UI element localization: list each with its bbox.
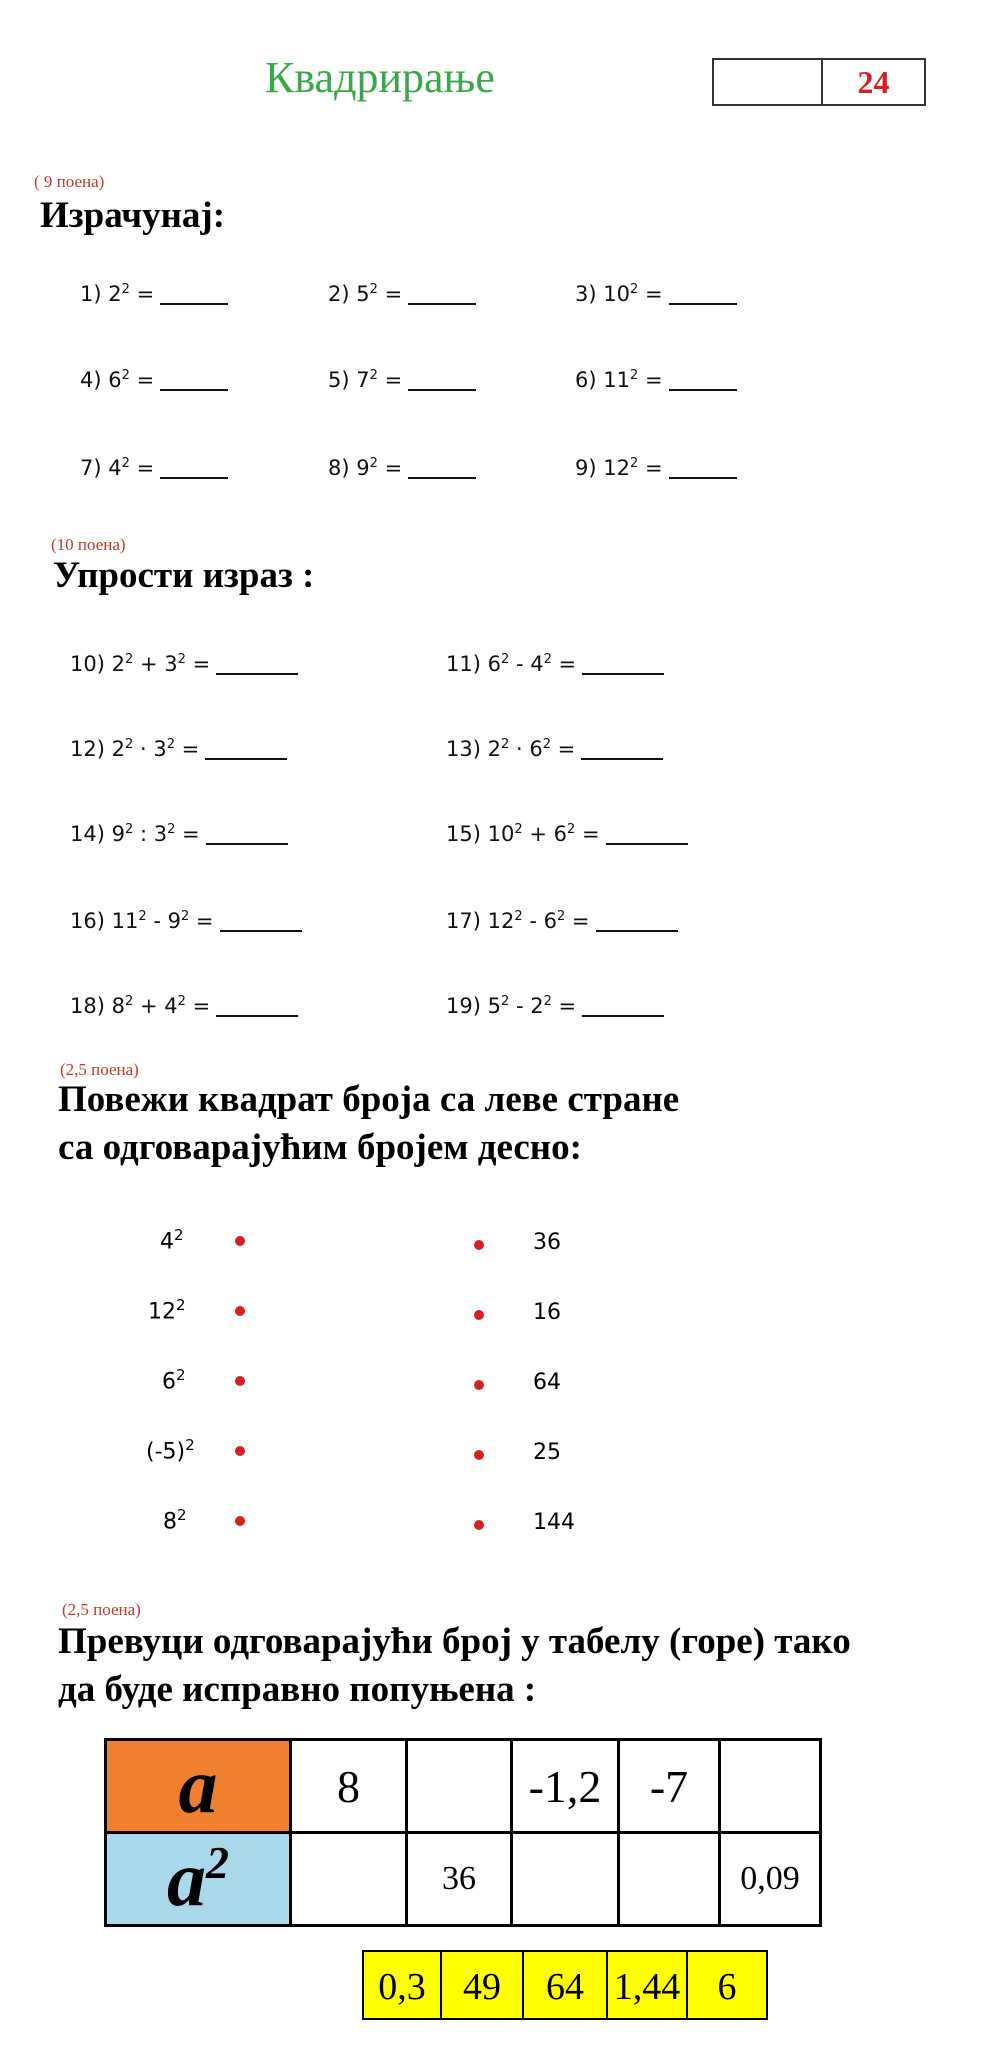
exercise-number: 2)	[328, 282, 350, 306]
match-left-item	[163, 1506, 187, 1534]
exponent: 2	[180, 909, 190, 924]
row-a-label: a	[106, 1740, 291, 1833]
answer-blank[interactable]	[582, 997, 664, 1017]
exercise-number: 18)	[70, 994, 105, 1018]
exponent: 2	[514, 822, 523, 837]
exponent: 2	[369, 368, 378, 383]
operator: :	[139, 822, 148, 846]
equals-sign: =	[384, 368, 403, 392]
term-a: 11	[111, 909, 139, 933]
expression-item: 18) $8^2 + 4^2$ =	[70, 994, 298, 1018]
exercise-item	[80, 368, 228, 392]
answer-blank[interactable]	[160, 371, 228, 391]
answer-chip[interactable]: 6	[686, 1950, 768, 2020]
term-a: 12	[487, 909, 515, 933]
exercise-number: 14)	[70, 822, 105, 846]
exercise-number: 17)	[446, 909, 481, 933]
answer-blank[interactable]	[205, 740, 287, 760]
match-base: 12	[148, 1299, 176, 1325]
operator: ·	[515, 737, 523, 761]
term-b: 6	[553, 822, 567, 846]
cell-a-5[interactable]	[720, 1740, 821, 1833]
row-a2-base: a	[167, 1835, 206, 1922]
row-a2-exp: 2	[206, 1837, 229, 1888]
exponent: 2	[543, 652, 552, 667]
term-a: 9	[111, 822, 125, 846]
equals-sign: =	[384, 282, 403, 306]
exponent: 2	[500, 994, 510, 1009]
answer-blank[interactable]	[408, 285, 476, 305]
exercise-item	[328, 456, 476, 480]
match-right-item: 16	[533, 1300, 561, 1325]
cell-a2-1[interactable]	[291, 1833, 407, 1926]
equals-sign: =	[136, 282, 155, 306]
answer-blank[interactable]	[160, 285, 228, 305]
answer-blank[interactable]	[408, 459, 476, 479]
answer-blank[interactable]	[582, 655, 664, 675]
exponent: 2	[500, 737, 510, 752]
expression-item: 12) $2^2 \cdot 3^2$ =	[70, 737, 287, 761]
match-right-dot[interactable]	[474, 1450, 484, 1460]
cell-a-2[interactable]	[407, 1740, 512, 1833]
cell-a2-5[interactable]: 0,09	[720, 1833, 821, 1926]
exponent: 2	[121, 368, 130, 383]
answer-blank[interactable]	[408, 371, 476, 391]
exercise-base: 11	[603, 368, 630, 392]
cell-a2-4[interactable]	[619, 1833, 720, 1926]
match-left-dot[interactable]	[235, 1306, 245, 1316]
match-right-item: 36	[533, 1230, 561, 1255]
answer-blank[interactable]	[216, 997, 298, 1017]
match-right-dot[interactable]	[474, 1380, 484, 1390]
exercise-number: 4)	[80, 368, 102, 392]
expression-item: 17) $12^2 - 6^2$ =	[446, 909, 678, 933]
exercise-number: 13)	[446, 737, 481, 761]
answer-blank[interactable]	[669, 371, 737, 391]
exercise-item	[575, 456, 737, 480]
operator: ·	[139, 737, 147, 761]
exponent: 2	[369, 456, 378, 471]
exponent: 2	[177, 652, 186, 667]
exponent: 2	[124, 737, 134, 752]
exercise-number: 7)	[80, 456, 102, 480]
exercise-number: 16)	[70, 909, 105, 933]
answer-blank[interactable]	[160, 459, 228, 479]
exercise-number: 9)	[575, 456, 597, 480]
exponent: 2	[124, 822, 134, 837]
answer-blank[interactable]	[669, 285, 737, 305]
operator: -	[515, 652, 524, 676]
term-b: 3	[164, 652, 178, 676]
operator: -	[515, 994, 524, 1018]
answer-chip[interactable]: 64	[522, 1950, 608, 2020]
cell-a-1[interactable]: 8	[291, 1740, 407, 1833]
equals-sign: =	[384, 456, 403, 480]
match-right-item: 25	[533, 1440, 561, 1465]
match-right-dot[interactable]	[474, 1240, 484, 1250]
exponent: 2	[629, 456, 639, 471]
term-a: 2	[487, 737, 501, 761]
match-left-item	[146, 1436, 195, 1464]
match-exponent: 2	[176, 1296, 186, 1314]
section3-heading-line2: са одговарајућим бројем десно:	[58, 1127, 582, 1168]
equals-sign: =	[136, 456, 155, 480]
exercise-item	[328, 282, 476, 306]
term-b: 6	[529, 737, 543, 761]
cell-a2-2[interactable]: 36	[407, 1833, 512, 1926]
exponent: 2	[500, 652, 510, 667]
term-b: 2	[530, 994, 544, 1018]
exponent: 2	[167, 822, 176, 837]
answer-blank[interactable]	[669, 459, 737, 479]
exercise-item	[575, 282, 737, 306]
exercise-item	[328, 368, 476, 392]
exponent: 2	[566, 822, 576, 837]
match-base: 4	[160, 1229, 174, 1255]
match-exponent: 2	[176, 1366, 186, 1384]
answer-chips	[362, 1950, 766, 2020]
section2-heading: Упрости израз :	[53, 555, 315, 596]
term-b: 9	[167, 909, 181, 933]
match-left-item	[160, 1226, 184, 1254]
match-left-dot[interactable]	[235, 1446, 245, 1456]
exercise-number: 8)	[328, 456, 350, 480]
exponent: 2	[514, 909, 523, 924]
match-left-dot[interactable]	[235, 1376, 245, 1386]
term-a: 2	[111, 737, 125, 761]
exercise-base: 4	[108, 456, 122, 480]
squares-table	[104, 1738, 822, 1927]
match-base: 6	[162, 1369, 176, 1395]
exercise-number: 3)	[575, 282, 597, 306]
exponent: 2	[556, 909, 566, 924]
exercise-base: 10	[603, 282, 630, 306]
score-box	[712, 58, 926, 106]
exercise-base: 5	[356, 282, 370, 306]
operator: +	[139, 994, 158, 1018]
term-a: 5	[487, 994, 501, 1018]
equals-sign: =	[644, 282, 663, 306]
exercise-base: 12	[603, 456, 630, 480]
match-exponent: 2	[174, 1226, 184, 1244]
exercise-number: 1)	[80, 282, 102, 306]
cell-a2-3[interactable]	[512, 1833, 619, 1926]
exponent: 2	[124, 994, 134, 1009]
operator: -	[529, 909, 537, 933]
exercise-number: 10)	[70, 652, 105, 676]
score-value: 24	[857, 64, 890, 100]
exercise-base: 7	[356, 368, 370, 392]
exponent: 2	[629, 368, 639, 383]
exponent: 2	[177, 994, 186, 1009]
answer-chip[interactable]: 1,44	[606, 1950, 688, 2020]
term-a: 2	[111, 652, 125, 676]
answer-blank[interactable]	[596, 912, 678, 932]
exercise-number: 15)	[446, 822, 481, 846]
answer-blank[interactable]	[206, 825, 288, 845]
operator: -	[153, 909, 161, 933]
expression-item: 13) $2^2 \cdot 6^2$ =	[446, 737, 663, 761]
answer-blank[interactable]	[606, 825, 688, 845]
exponent: 2	[369, 282, 378, 297]
row-a2-label	[106, 1833, 291, 1926]
answer-chip[interactable]: 0,3	[362, 1950, 442, 2020]
match-right-dot[interactable]	[474, 1310, 484, 1320]
match-right-dot[interactable]	[474, 1520, 484, 1530]
expression-item: 11) $6^2 - 4^2$ =	[446, 652, 664, 676]
operator: +	[139, 652, 158, 676]
match-base: 8	[163, 1509, 177, 1535]
exercise-number: 5)	[328, 368, 350, 392]
page-title: Квадрирање	[265, 53, 495, 102]
section4-heading-line1: Превуци одговарајући број у табелу (горе) тако	[58, 1621, 851, 1662]
term-a: 6	[487, 652, 501, 676]
term-a: 8	[111, 994, 125, 1018]
exponent: 2	[121, 456, 130, 471]
exercise-number: 12)	[70, 737, 105, 761]
operator: +	[529, 822, 547, 846]
match-right-item: 64	[533, 1370, 561, 1395]
match-base: (-5)	[146, 1439, 186, 1465]
match-left-dot[interactable]	[235, 1516, 245, 1526]
exponent: 2	[121, 282, 130, 297]
term-b: 3	[153, 822, 168, 846]
answer-blank[interactable]	[216, 655, 298, 675]
exponent: 2	[124, 652, 134, 667]
row-a2	[106, 1833, 821, 1926]
answer-blank[interactable]	[581, 740, 663, 760]
match-left-item	[162, 1366, 186, 1394]
exercise-number: 6)	[575, 368, 597, 392]
exponent: 2	[138, 909, 147, 924]
term-a: 10	[487, 822, 515, 846]
equals-sign: =	[644, 456, 663, 480]
section1-heading: Израчунај:	[40, 195, 226, 236]
match-right-item: 144	[533, 1510, 575, 1535]
section4-heading-line2: да буде исправно попуњена :	[58, 1669, 537, 1710]
match-left-item	[148, 1296, 186, 1324]
expression-item: 10) $2^2 + 3^2$ =	[70, 652, 298, 676]
equals-sign: =	[136, 368, 155, 392]
exponent: 2	[543, 994, 552, 1009]
exponent: 2	[542, 737, 551, 752]
exercise-number: 19)	[446, 994, 481, 1018]
expression-item: 16) $11^2 - 9^2$ =	[70, 909, 302, 933]
exercise-base: 9	[356, 456, 370, 480]
answer-blank[interactable]	[220, 912, 302, 932]
expression-item: 19) $5^2 - 2^2$ =	[446, 994, 664, 1018]
exponent: 2	[166, 737, 175, 752]
exponent: 2	[629, 282, 639, 297]
term-b: 6	[543, 909, 557, 933]
section3-heading-line1: Повежи квадрат броја са леве стране	[58, 1079, 680, 1120]
section2-points: (10 поена)	[51, 535, 126, 554]
term-b: 4	[530, 652, 544, 676]
row-a	[106, 1740, 821, 1833]
section3-points: (2,5 поена)	[60, 1060, 139, 1079]
answer-chip[interactable]: 49	[440, 1950, 524, 2020]
exercise-item	[80, 456, 228, 480]
exercise-base: 6	[108, 368, 122, 392]
term-b: 4	[164, 994, 178, 1018]
expression-item: 14) $9^2$ : $3^2$ =	[70, 822, 288, 846]
cell-a-4[interactable]: -7	[619, 1740, 720, 1833]
section1-points: ( 9 поена)	[34, 172, 105, 191]
term-b: 3	[153, 737, 167, 761]
match-exponent: 2	[177, 1506, 187, 1524]
score-blank-cell[interactable]	[714, 60, 823, 104]
cell-a-3[interactable]: -1,2	[512, 1740, 619, 1833]
exercise-number: 11)	[446, 652, 481, 676]
equals-sign: =	[644, 368, 663, 392]
exercise-base: 2	[108, 282, 122, 306]
match-exponent: 2	[185, 1436, 195, 1454]
section4-points: (2,5 поена)	[62, 1600, 141, 1619]
exercise-item	[80, 282, 228, 306]
exercise-item	[575, 368, 737, 392]
match-left-dot[interactable]	[235, 1236, 245, 1246]
expression-item: 15) $10^2 + 6^2$ =	[446, 822, 688, 846]
